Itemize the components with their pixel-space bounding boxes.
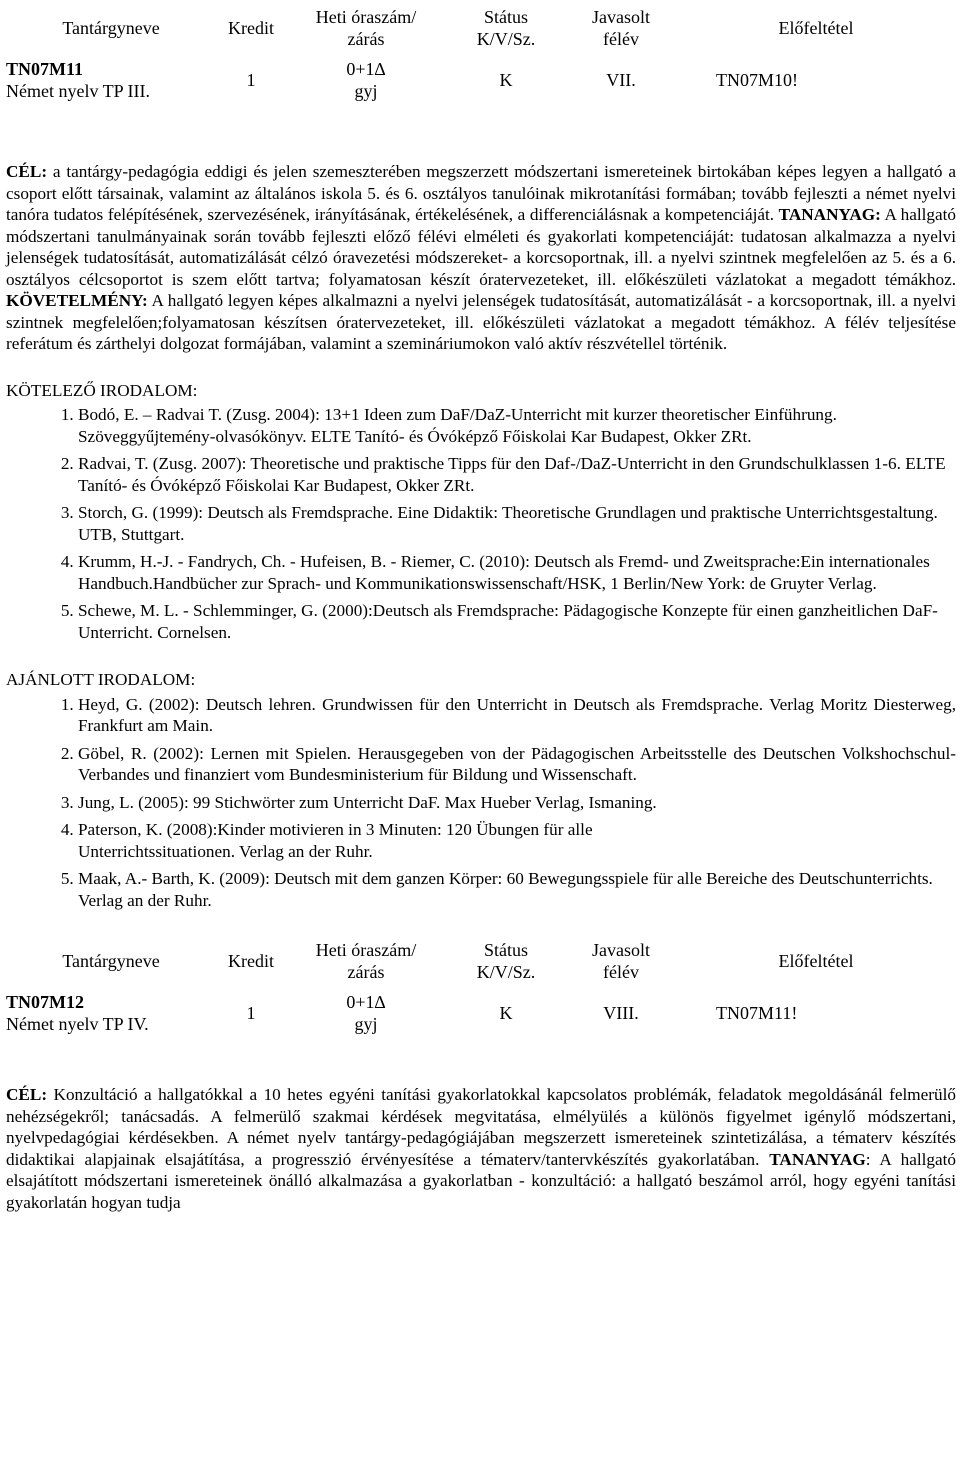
list-item: 5. Schewe, M. L. - Schlemminger, G. (2000):Deutsch als Fremdsprache: Pädagogische Konzepte für einen ganzheitlichen DaF-Unterricht. Cornelsen. — [78, 600, 956, 643]
course-kredit: 1 — [246, 1003, 256, 1023]
ajanlott-irodalom-title: AJÁNLOTT IRODALOM: — [6, 670, 196, 689]
list-item: 5. Maak, A.- Barth, K. (2009): Deutsch mit dem ganzen Körper: 60 Bewegungsspiele für alle Bereiche des Deutschunterrichts. Verlag an der Ruhr. — [78, 868, 956, 911]
list-item: 1. Bodó, E. – Radvai T. (Zusg. 2004): 13+1 Ideen zum DaF/DaZ-Unterricht mit kurzer theoretischer Einführung. Szöveggyűjtemény-olvasókönyv. ELTE Tanító- és Óvóképző Főiskolai Kar Budapest, Okker ZRt. — [78, 404, 956, 447]
course-table-value-row — [6, 986, 956, 1040]
course2-description — [6, 1084, 956, 1213]
course-table-value-row — [6, 53, 956, 107]
list-item: 3. Jung, L. (2005): 99 Stichwörter zum Unterricht DaF. Max Hueber Verlag, Ismaning. — [78, 792, 956, 814]
header-status: Státus K/V/Sz. — [476, 6, 536, 49]
course-hours: 0+1∆ gyj — [346, 992, 386, 1034]
course-semester: VIII. — [603, 1003, 639, 1023]
header-status: Státus K/V/Sz. — [476, 939, 536, 982]
document-page — [6, 0, 956, 1213]
course-name: Német nyelv TP III. — [6, 81, 150, 101]
header-elofeltetel: Előfeltétel — [778, 17, 854, 38]
header-heti-oraszam: Heti óraszám/ zárás — [315, 939, 417, 982]
course-table-2 — [6, 935, 956, 1040]
header-heti-oraszam: Heti óraszám/ zárás — [315, 6, 417, 49]
cel-text: a tantárgy-pedagógia eddigi és jelen szemeszterében megszerzett módszertani ismereteinek birtokában képes legyen a hallgató a csoport előtt társainak, valamint az általános iskola 5. és 6. osztályos tanulóinak mikrotanítási formában; tovább fejleszti a német nyelvi tanóra tudatos felépítésének, szervezésének, irányításának, értékelésének, a differenciálásnak a kompetenciáját. — [6, 162, 956, 224]
header-tantargyneve: Tantárgyneve — [62, 17, 160, 38]
course-hours: 0+1∆ gyj — [346, 59, 386, 101]
tananyag-label: TANANYAG: — [778, 205, 881, 224]
course-status: K — [499, 1003, 513, 1023]
list-item: 1. Heyd, G. (2002): Deutsch lehren. Grundwissen für den Unterricht in Deutsch als Fremdsprache. Verlag Moritz Diesterweg, Frankfurt am Main. — [78, 694, 956, 737]
tananyag-text: : A hallgató elsajátított módszertani ismereteinek önálló alkalmazása a gyakorlatban - konzultáció: a hallgató beszámol arról, hogy egyéni tanítási gyakorlatán hogyan tudja — [6, 1149, 956, 1212]
course-name-cell — [6, 53, 216, 107]
list-item: 3. Storch, G. (1999): Deutsch als Fremdsprache. Eine Didaktik: Theoretische Grundlagen und praktische Unterrichtsgestaltung. UTB, Stuttgart. — [78, 502, 956, 545]
course-name: Német nyelv TP IV. — [6, 1014, 149, 1034]
kovetelmeny-text: A hallgató legyen képes alkalmazni a nyelvi jelenségek tudatosítását, automatizálását - a korcsoportnak, ill. a nyelvi szintnek megfelelően;folyamatosan készítsen óratervezeteket, ill. előkészületi vázlatokat a megadott témákhoz. A félév teljesítése referátum és zárthelyi dolgozat formájában, valamint a szemináriumokon való aktív részvétellel történik. — [6, 291, 956, 353]
course-code: TN07M12 — [6, 992, 84, 1012]
course-status: K — [499, 70, 513, 90]
header-tantargyneve: Tantárgyneve — [62, 950, 160, 971]
cel-text: Konzultáció a hallgatókkal a 10 hetes egyéni tanítási gyakorlatokkal kapcsolatos problémák, feladatok megoldásánál felmerülő nehézségekről; tanácsadás. A felmerülő szakmai kérdések megvitatása, elmélyülés a különös figyelmet igénylő módszertani, nyelvpedagógiai kérdésekben. A német nyelv tantárgy-pedagógiájában megszerzett ismereteinek szintetizálása, a tématerv készítés didaktikai alapjainak elsajátítása, a progresszió érvényesítése a tématerv/tantervkészítés gyakorlatában. — [6, 1085, 956, 1169]
list-item: 4. Krumm, H.-J. - Fandrych, Ch. - Hufeisen, B. - Riemer, C. (2010): Deutsch als Fremd- und Zweitsprache:Ein internationales Handbuch.Handbücher zur Sprach- und Kommunikationswissenschaft/HSK, 1 Berlin/New York: de Gruyter Verlag. — [78, 551, 956, 594]
cel-label: CÉL: — [6, 162, 48, 181]
kovetelmeny-label: KÖVETELMÉNY: — [6, 291, 148, 310]
kotelezo-irodalom-title: KÖTELEZŐ IRODALOM: — [6, 380, 198, 400]
tananyag-text: A hallgató módszertani tanulmányainak során tovább fejleszti előző félévi elméleti és gyakorlati kompetenciáját: tudatosan alkalmazza a nyelvi jelenségek tudatosítását, automatizálását célzó óravezetési módszereket- a korcsoportnak, ill. a nyelvi szintnek megfelelően az 5. és a 6. osztályos célcsoportot is szem előtt tartva; folyamatosan készít óratervezeteket, ill. előkészületi vázlatokat a megadott témákhoz. — [6, 205, 956, 289]
list-item: 2. Göbel, R. (2002): Lernen mit Spielen. Herausgegeben von der Pädagogischen Arbeitsstelle des Deutschen Volkshochschul-Verbandes und finanziert vom Bundesministerium für Bildung und Wissenschaft. — [78, 743, 956, 786]
header-kredit: Kredit — [228, 17, 274, 38]
cel-label: CÉL: — [6, 1085, 48, 1104]
course-table-1 — [6, 2, 956, 107]
course1-description — [6, 161, 956, 355]
course-prereq: TN07M10! — [716, 70, 798, 90]
tananyag-label: TANANYAG — [769, 1149, 866, 1169]
list-item: 2. Radvai, T. (Zusg. 2007): Theoretische und praktische Tipps für den Daf-/DaZ-Unterricht in den Grundschulklassen 1-6. ELTE Tanító- és Óvóképző Főiskolai Kar Budapest, Okker ZRt. — [78, 453, 956, 496]
kotelezo-irodalom-list — [6, 404, 956, 643]
course-kredit: 1 — [246, 70, 256, 90]
list-item: 4. Paterson, K. (2008):Kinder motivieren in 3 Minuten: 120 Übungen für alle Unterrichtssituationen. Verlag an der Ruhr. — [78, 819, 956, 862]
ajanlott-irodalom-list — [6, 694, 956, 912]
header-javasolt-felev: Javasolt félév — [592, 6, 650, 49]
course-table-header-row — [6, 2, 956, 53]
course-table-header-row — [6, 935, 956, 986]
header-kredit: Kredit — [228, 950, 274, 971]
header-javasolt-felev: Javasolt félév — [592, 939, 650, 982]
course-semester: VII. — [606, 70, 636, 90]
course-name-cell — [6, 986, 216, 1040]
course-code: TN07M11 — [6, 59, 84, 79]
course-prereq: TN07M11! — [716, 1003, 798, 1023]
header-elofeltetel: Előfeltétel — [778, 950, 854, 971]
